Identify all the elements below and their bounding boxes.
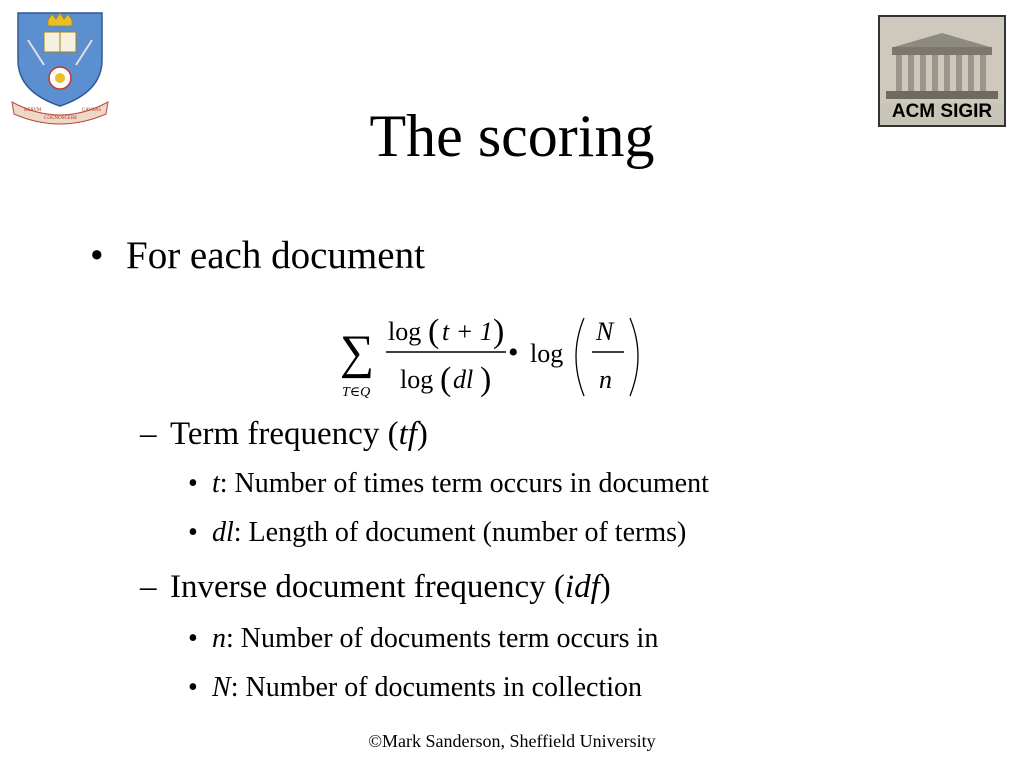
idf-paren-right	[630, 318, 638, 396]
idf-item-N	[188, 671, 642, 705]
bullet-dot: •	[90, 234, 104, 277]
tf-heading	[140, 414, 428, 454]
tf-denominator-arg: dl	[453, 365, 474, 394]
idf-paren-left	[576, 318, 584, 396]
tf-numerator-arg: t + 1	[442, 317, 493, 346]
parthenon-icon	[880, 17, 1004, 103]
dash-marker: –	[140, 416, 157, 452]
bullet-dot: •	[188, 672, 198, 703]
bullet-for-each-document	[90, 232, 425, 280]
motto-left: RERVM	[24, 108, 42, 113]
variable: dl	[212, 517, 234, 548]
paren-right: )	[493, 313, 505, 350]
item-text: : Number of times term occurs in document	[219, 468, 709, 499]
tf-heading-abbr: tf	[398, 416, 417, 452]
tf-denominator-log: log	[400, 365, 434, 394]
idf-heading-abbr: idf	[564, 569, 600, 605]
variable: t	[212, 468, 220, 499]
paren-left: (	[440, 361, 452, 398]
tf-item-dl	[188, 516, 686, 550]
tf-heading-suffix: )	[416, 416, 428, 452]
variable: n	[212, 623, 226, 654]
bullet-text: For each document	[126, 234, 425, 277]
summation-subscript: T∈Q	[342, 385, 371, 400]
paren-right: )	[480, 361, 492, 398]
idf-numerator: N	[596, 317, 614, 346]
dash-marker: –	[140, 569, 157, 605]
bullet-dot: •	[188, 468, 198, 499]
variable: N	[212, 672, 231, 703]
multiply-dot: •	[508, 336, 519, 369]
item-text: : Number of documents in collection	[230, 672, 643, 703]
motto-right: CAVSAS	[82, 108, 102, 113]
slide-title: The scoring	[369, 103, 655, 169]
item-text: : Length of document (number of terms)	[233, 517, 687, 548]
slide-footer: ©Mark Sanderson, Sheffield University	[368, 731, 656, 751]
idf-heading	[140, 567, 611, 607]
tf-numerator-log: log	[388, 317, 422, 346]
tf-heading-prefix: Term frequency (	[170, 416, 399, 452]
idf-item-n	[188, 622, 658, 656]
scoring-formula	[340, 310, 650, 405]
motto-center: COGNOSCERE	[44, 116, 78, 121]
item-text: : Number of documents term occurs in	[226, 623, 659, 654]
acm-sigir-label: ACM SIGIR	[891, 101, 993, 122]
idf-heading-prefix: Inverse document frequency (	[170, 569, 565, 605]
idf-heading-suffix: )	[599, 569, 611, 605]
idf-denominator: n	[599, 365, 612, 394]
paren-left: (	[428, 313, 440, 350]
bullet-dot: •	[188, 517, 198, 548]
bullet-dot: •	[188, 623, 198, 654]
idf-log: log	[530, 339, 564, 368]
summation-symbol: ∑	[340, 326, 375, 379]
tf-item-t	[188, 467, 709, 501]
